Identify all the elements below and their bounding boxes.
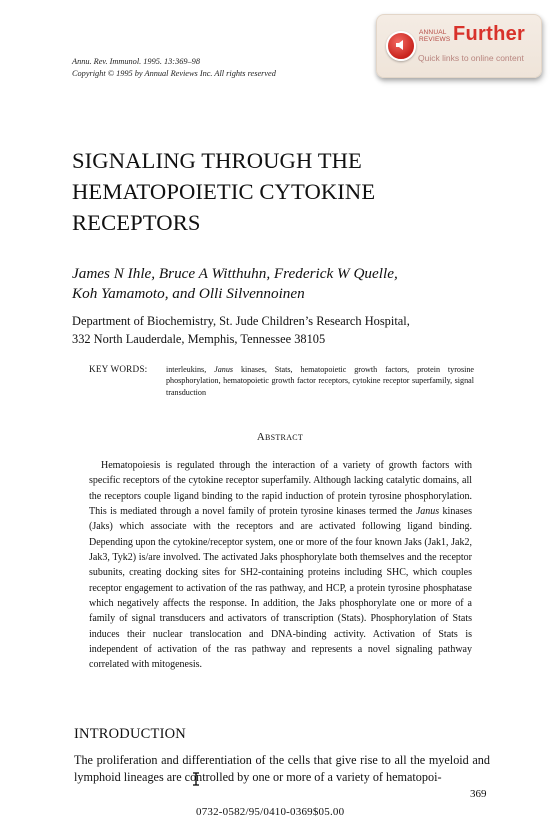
affiliation: Department of Biochemistry, St. Jude Children’s Research Hospital, 332 North Lauderdale, Memphis, Tennessee 38105 bbox=[72, 314, 410, 346]
keywords-text: interleukins, Janus kinases, Stats, hematopoietic growth factors, protein tyrosine phosphorylation, hematopoietic growth factor receptors, cytokine receptor superfamily, signal transduction bbox=[166, 365, 474, 397]
keywords-label: KEY WORDS: bbox=[89, 364, 148, 374]
further-subtitle: Quick links to online content bbox=[418, 53, 524, 63]
annual-reviews-logo: ANNUAL REVIEWS bbox=[419, 29, 451, 43]
abstract-body: Hematopoiesis is regulated through the interaction of a variety of growth factors with specific receptors of the cytokine receptor superfamily. Although lacking catalytic domains, all the receptors couple ligand binding to the rapid induction of protein tyrosine phosphorylation. This is mediated through a novel family of protein tyrosine kinases termed the Janus kinases (Jaks) which associate with the receptors and are activated following ligand binding. Depending upon the cytokine/receptor system, one or more of the four known Jaks (Jak1, Jak2, Jak3, Tyk2) is/are involved. The activated Jaks phosphorylate both themselves and the receptor subunits, creating docking sites for SH2-containing proteins including SHC, which couples receptor engagement to activation of the ras pathway, and HCP, a protein tyrosine phosphatase which negatively affects the response. In addition, the Jaks phosphorylate one or more of a family of signal transducers and activators of transcription (Stats). Phosphorylation of Stats induces their nuclear translocation and DNA-binding activity. Activation of Stats is independent of activation of the ras pathway and represents a novel signaling pathway correlated with mitogenesis. bbox=[89, 460, 472, 671]
text-cursor-icon bbox=[191, 772, 201, 786]
abstract-heading: Abstract bbox=[256, 431, 304, 443]
further-badge[interactable] bbox=[376, 14, 542, 78]
author-list: James N Ihle, Bruce A Witthuhn, Frederick W Quelle, Koh Yamamoto, and Olli Silvennoinen bbox=[72, 265, 398, 302]
introduction-heading: INTRODUCTION bbox=[74, 726, 186, 742]
citation-journal: Annu. Rev. Immunol. 1995. 13:369–98 bbox=[72, 57, 200, 66]
further-title: Further bbox=[453, 23, 526, 45]
speaker-icon bbox=[386, 31, 416, 61]
introduction-text: The proliferation and differentiation of the cells that give rise to all the myeloid and lymphoid lineages are controlled by one or more of a variety of hematopoi- bbox=[74, 753, 490, 784]
paper-title: SIGNALING THROUGH THE HEMATOPOIETIC CYTOKINE RECEPTORS bbox=[72, 148, 376, 235]
article-code: 0732-0582/95/0410-0369$05.00 bbox=[196, 806, 345, 818]
citation bbox=[72, 56, 276, 80]
citation-copyright: Copyright © 1995 by Annual Reviews Inc. All rights reserved bbox=[72, 69, 276, 78]
page-number: 369 bbox=[470, 788, 487, 800]
